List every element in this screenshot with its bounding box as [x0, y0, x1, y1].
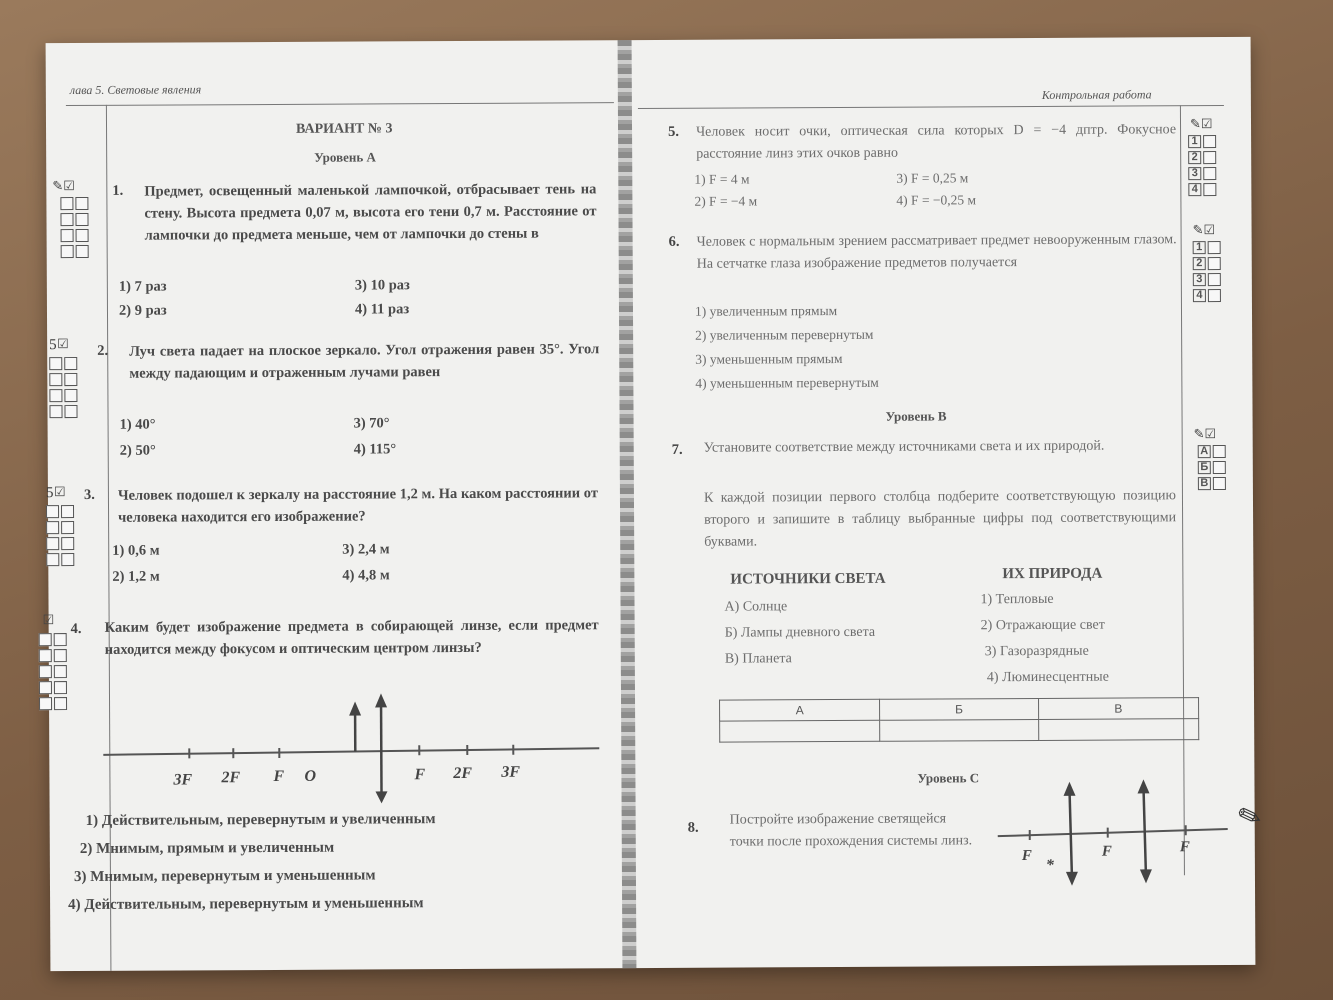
checkmark-icon: ☑ [57, 337, 69, 353]
q7-nature-3: 3) Газоразрядные [984, 643, 1089, 660]
checkmark-icon: ✎☑ [1189, 117, 1213, 133]
checkmark-icon: ☑ [53, 485, 66, 501]
q3-text: Человек подошел к зеркалу на расстояние 1,2 м. На каком расстоянии от человека находится его изображение? [117, 485, 598, 526]
level-b-title: Уровень В [885, 408, 947, 424]
axis-label: F [1101, 843, 1112, 860]
answer-cell-v[interactable] [1038, 719, 1198, 741]
q7-nature-1: 1) Тепловые [980, 591, 1054, 608]
lens-1-arrowhead-top [1063, 782, 1075, 796]
q3-option-4[interactable]: 4) 4,8 м [342, 567, 390, 584]
q5-option-3[interactable]: 3) F = 0,25 м [896, 170, 969, 186]
q5-option-2[interactable]: 2) F = −4 м [694, 193, 758, 209]
q4-answer-2[interactable]: 2) Мнимым, прямым и увеличенным [79, 839, 335, 857]
lens-2-arrowhead-bottom [1140, 869, 1152, 883]
table-header-v: В [1038, 698, 1198, 720]
q1-option-4[interactable]: 4) 11 раз [354, 301, 410, 318]
table-row [720, 698, 1199, 722]
q2-option-3[interactable]: 3) 70° [353, 415, 390, 432]
q7-nature-2: 2) Отражающие свет [980, 617, 1105, 634]
answer-boxes-q2[interactable] [49, 355, 77, 419]
answer-boxes-q5[interactable]: 1 2 3 4 [1188, 133, 1216, 197]
q2-option-2[interactable]: 2) 50° [119, 442, 156, 459]
optical-axis [103, 748, 599, 755]
lens-line [381, 701, 382, 799]
q4-answer-3[interactable]: 3) Мнимым, перевернутым и уменьшенным [73, 867, 376, 886]
answer-boxes-q6[interactable]: 1 2 3 4 [1193, 239, 1221, 303]
lens-arrowhead-top [375, 693, 387, 707]
q7-answer-table [719, 697, 1199, 743]
lens-system-diagram [991, 779, 1232, 890]
q7-col2-title: ИХ ПРИРОДА [1002, 565, 1103, 583]
q3-number: 3. [83, 486, 95, 503]
answer-boxes-q1[interactable] [60, 195, 88, 259]
handwritten-mark: 5 [45, 485, 54, 502]
axis-label: 3F [173, 771, 193, 789]
q3-option-1[interactable]: 1) 0,6 м [112, 542, 160, 559]
q7-source-a: А) Солнце [724, 599, 788, 615]
checkmark-icon: ✎☑ [1192, 223, 1216, 239]
q6-number: 6. [668, 233, 680, 250]
lens-1-arrowhead-bottom [1066, 872, 1078, 886]
table-header-b: Б [880, 698, 1038, 720]
variant-title: ВАРИАНТ № 3 [295, 121, 393, 137]
q2-option-4[interactable]: 4) 115° [353, 441, 397, 458]
table-header-a: А [720, 699, 880, 721]
q6-option-3[interactable]: 3) уменьшенным прямым [695, 350, 843, 367]
left-header: лава 5. Световые явления [69, 82, 202, 98]
axis-label: 2F [453, 764, 473, 783]
axis-label: F [1021, 848, 1032, 865]
table-row[interactable] [720, 719, 1199, 743]
q5-option-1[interactable]: 1) F = 4 м [694, 171, 750, 187]
q3-option-2[interactable]: 2) 1,2 м [112, 568, 160, 585]
answer-cell-b[interactable] [880, 719, 1038, 741]
q6-option-1[interactable]: 1) увеличенным прямым [694, 303, 838, 319]
checkmark-icon: ☑ [42, 613, 55, 629]
right-header: Контрольная работа [1041, 87, 1152, 102]
level-a-title: Уровень А [314, 149, 376, 165]
answer-boxes-q7[interactable]: А Б В [1198, 443, 1226, 491]
axis-label: 2F [221, 769, 241, 787]
lens-2-arrowhead-top [1137, 779, 1149, 793]
pencil-icon: ✎ [1233, 796, 1267, 837]
axis-label: 3F [501, 763, 521, 781]
q2-number: 2. [97, 342, 109, 359]
worksheet [42, 37, 1256, 971]
q8-text: Постройте изображение светящейся точки после прохождения системы линз. [729, 811, 973, 850]
object-arrowhead [349, 702, 361, 716]
answer-boxes-q3[interactable] [46, 503, 74, 567]
q2-text: Луч света падает на плоское зеркало. Угол отражения равен 35°. Угол между падающим и отраженным лучами равен [129, 341, 600, 382]
handwritten-mark: 5 [49, 337, 57, 354]
q5-number: 5. [668, 123, 679, 140]
axis-label: F [414, 766, 426, 784]
checkmark-icon: ✎☑ [52, 179, 75, 195]
right-page [632, 37, 1256, 968]
q1-number: 1. [112, 182, 124, 199]
level-c-title: Уровень С [917, 770, 980, 786]
q5-text: Человек носит очки, оптическая сила которых D = −4 дптр. Фокусное расстояние линз этих очков равно [696, 122, 1177, 162]
q7-source-v: В) Планета [724, 651, 792, 667]
q2-option-1[interactable]: 1) 40° [119, 416, 156, 433]
q7-text-1: Установите соответствие между источниками света и их природой. [703, 438, 1105, 456]
q1-option-3[interactable]: 3) 10 раз [354, 277, 410, 294]
left-page [42, 40, 623, 971]
q1-option-1[interactable]: 1) 7 раз [118, 278, 167, 295]
answer-cell-a[interactable] [720, 720, 880, 742]
optical-axis [998, 829, 1228, 836]
lens-2 [1143, 787, 1145, 875]
q5-option-4[interactable]: 4) F = −0,25 м [896, 192, 977, 208]
axis-label: O [304, 767, 317, 785]
right-margin-line [1180, 105, 1185, 875]
q4-answer-1[interactable]: 1) Действительным, перевернутым и увеличенным [85, 811, 436, 829]
q7-col1-title: ИСТОЧНИКИ СВЕТА [730, 570, 886, 588]
q4-text: Каким будет изображение предмета в собирающей линзе, если предмет находится между фокусом и оптическим центром линзы? [104, 617, 599, 658]
q6-text: Человек с нормальным зрением рассматривает предмет невооруженным глазом. На сетчатке глаза изображение предметов получается [696, 232, 1177, 272]
lens-1 [1070, 790, 1072, 878]
answer-boxes-q4[interactable] [39, 631, 67, 711]
light-point: * [1045, 856, 1054, 874]
q1-option-2[interactable]: 2) 9 раз [118, 302, 167, 319]
q6-option-4[interactable]: 4) уменьшенным перевернутым [695, 374, 879, 391]
q7-nature-4: 4) Люминесцентные [986, 669, 1109, 686]
q7-number: 7. [671, 441, 683, 458]
q6-option-2[interactable]: 2) увеличенным перевернутым [695, 326, 874, 343]
q7-text-2: К каждой позиции первого столбца подберите соответствующую позицию второго и запишите в таблицу выбранные цифры под соответствующими буквами. [703, 488, 1177, 550]
axis-label: F [273, 767, 285, 785]
q7-source-b: Б) Лампы дневного света [724, 624, 876, 641]
checkmark-icon: ✎☑ [1193, 427, 1217, 443]
lens-diagram [99, 690, 610, 803]
q4-answer-4[interactable]: 4) Действительным, перевернутым и уменьшенным [68, 895, 424, 914]
q4-number: 4. [70, 620, 82, 638]
q3-option-3[interactable]: 3) 2,4 м [342, 541, 390, 558]
lens-arrowhead-bottom [376, 791, 388, 803]
axis-label: F [1179, 839, 1190, 856]
q8-number: 8. [687, 819, 699, 836]
q1-text: Предмет, освещенный маленькой лампочкой, отбрасывает тень на стену. Высота предмета 0,07 м, высота его тени 0,7 м. Расстояние от лампочки до предмета меньше, чем от лампочки до стены в [144, 181, 597, 244]
